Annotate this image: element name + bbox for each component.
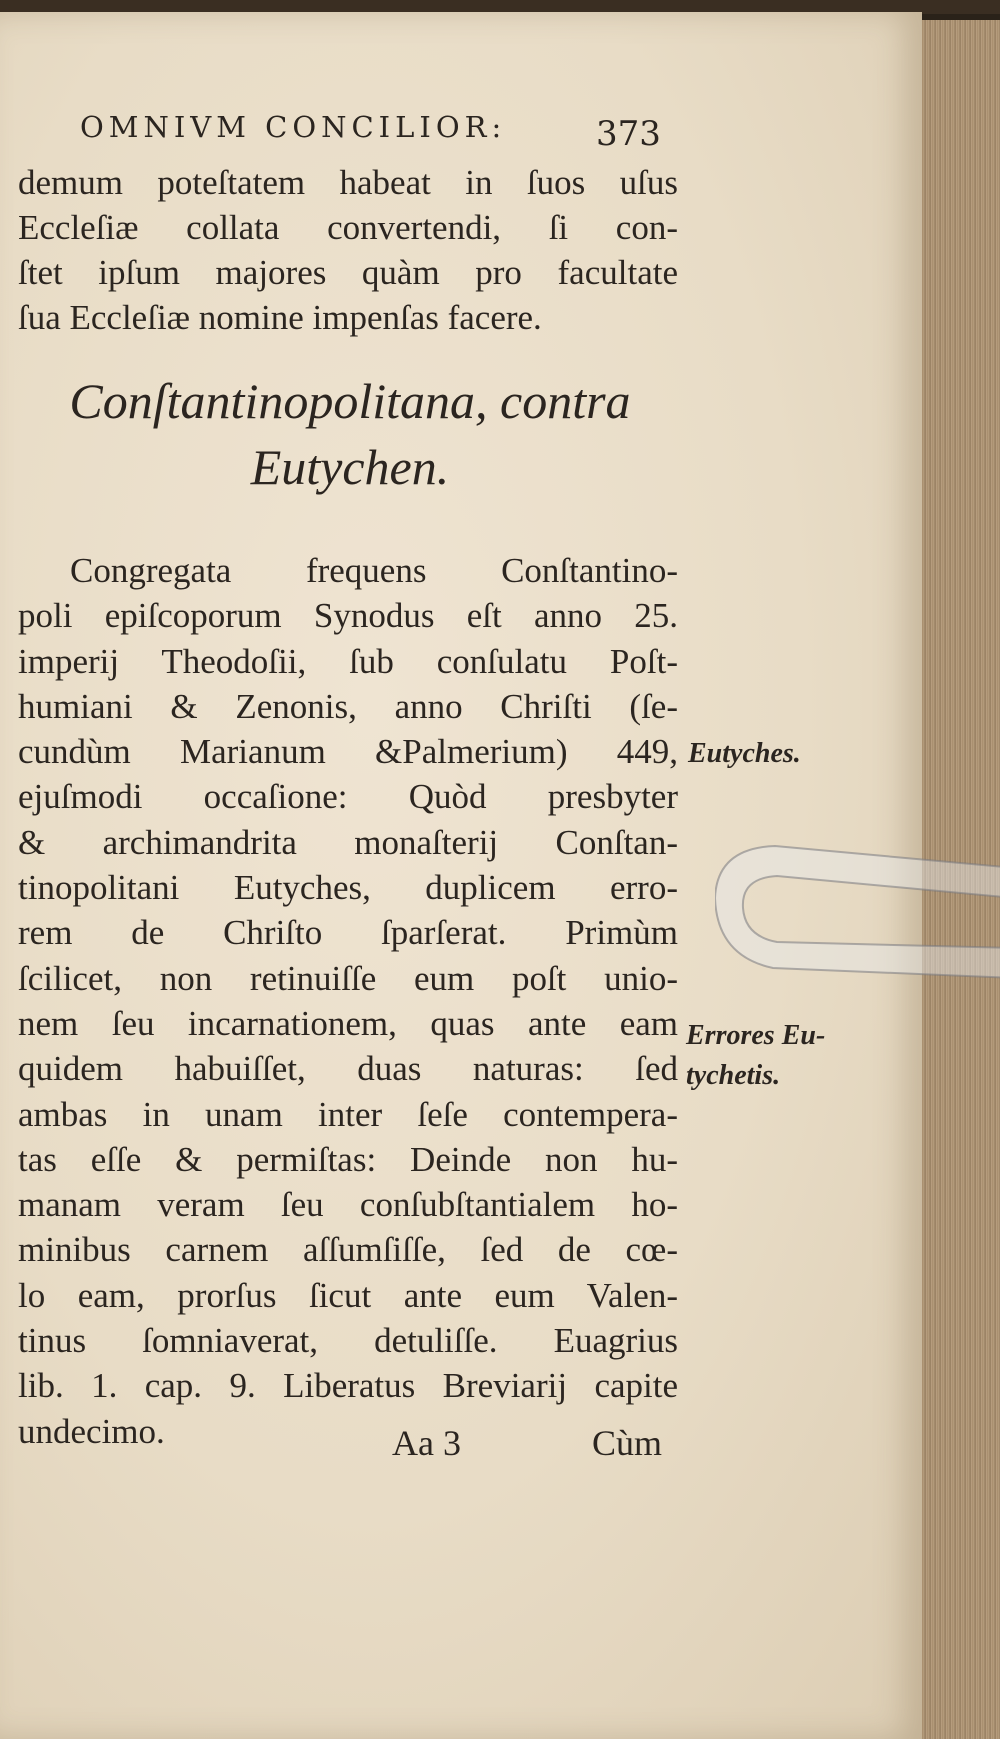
text-line: humiani & Zenonis, anno Chriſti (ſe- [18,686,678,726]
text-line: tas eſſe & permiſtas: Deinde non hu- [18,1139,678,1179]
text-line: undecimo. [18,1411,165,1451]
text-line: cundùm Marianum &Palmerium) 449, [18,732,678,772]
text-line: Eccleſiæ collata convertendi, ſi con- [18,208,678,247]
running-head: OMNIVM CONCILIOR: [80,110,507,144]
text-line: tinus ſomniaverat, detuliſſe. Euagrius [18,1321,678,1361]
text-line: tinopolitani Eutyches, duplicem erro- [18,868,678,908]
text-line: ambas in unam inter ſeſe contempera- [18,1094,678,1134]
text-line: ſua Eccleſiæ nomine impenſas facere. [18,298,542,337]
text-line: minibus carnem aſſumſiſſe, ſed de cœ- [18,1230,678,1270]
text-line: rem de Chriſto ſparſerat. Primùm [18,913,678,953]
margin-note [686,1016,825,1096]
text-line: quidem habuiſſet, duas naturas: ſed [18,1049,678,1089]
section-heading [40,368,660,500]
heading-line: Conſtantinopolitana, contra [69,373,631,429]
page-number: 373 [596,114,661,154]
text-line: poli epiſcoporum Synodus eſt anno 25. [18,596,678,636]
text-line: ejuſmodi occaſione: Quòd presbyter [18,777,678,817]
text-line: manam veram ſeu conſubſtantialem ho- [18,1185,678,1225]
text-line: lib. 1. cap. 9. Liberatus Breviarij capite [18,1366,678,1406]
text-line: demum poteſtatem habeat in ſuos uſus [18,163,678,202]
catchword: Cùm [592,1423,663,1463]
text-line: & archimandrita monaſterij Conſtan- [18,822,678,862]
margin-note: Eutyches. [688,738,801,769]
body-paragraph [18,548,678,1454]
text-line: Congregata frequens Conſtantino- [70,551,678,590]
margin-note-line: Errores Eu- [686,1020,826,1051]
text-line: imperij Theodoſii, ſub conſulatu Poſt- [18,641,678,681]
text-line: ſtet ipſum majores quàm pro facultate [18,253,678,292]
page-edges [922,20,1000,1739]
text-line: lo eam, prorſus ſicut ante eum Valen- [18,1275,678,1315]
text-line: ſcilicet, non retinuiſſe eum poſt unio- [18,958,678,998]
text-line: nem ſeu incarnationem, quas ante eam [18,1003,678,1043]
top-paragraph [18,160,678,340]
heading-line: Eutychen. [250,439,450,495]
signature-mark: Aa 3 [392,1423,461,1463]
margin-note-line: tychetis. [686,1060,781,1091]
